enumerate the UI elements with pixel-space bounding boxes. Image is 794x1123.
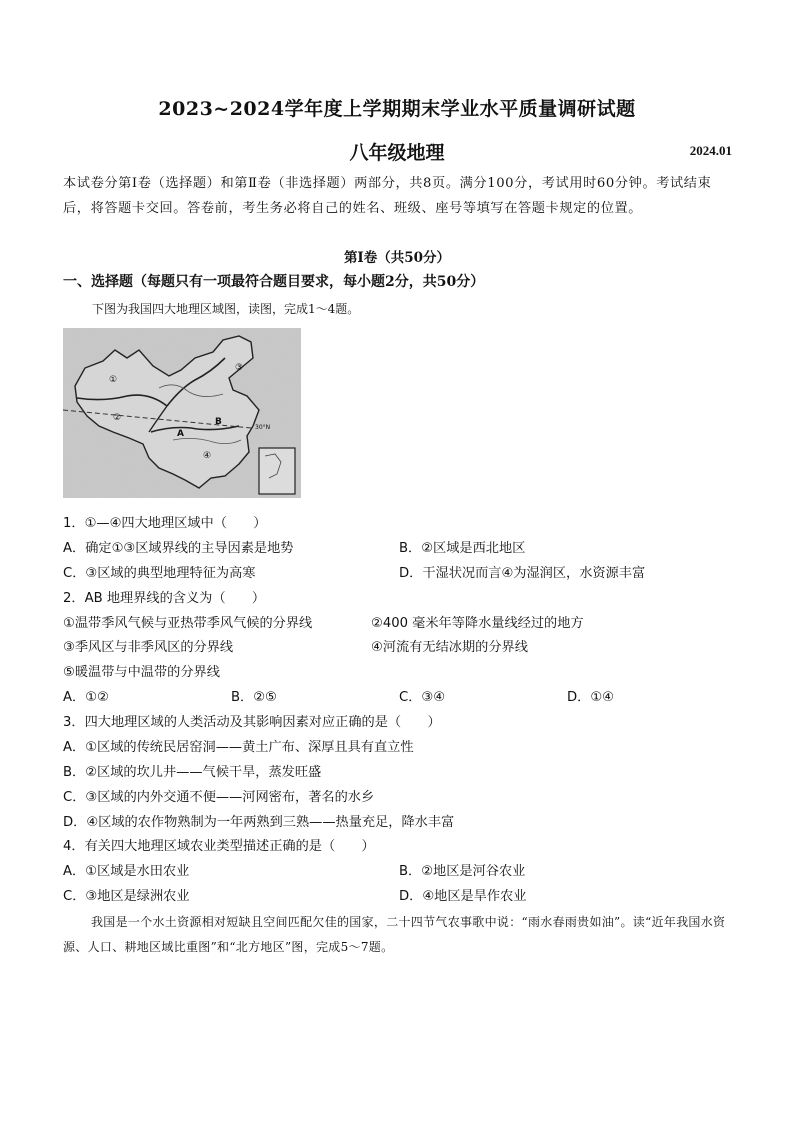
q2-option-b: B．②⑤ [231,690,277,705]
q4-option-d: D．④地区是旱作农业 [399,889,527,904]
q3-option-c: C．③区域的内外交通不便——河网密布，著名的水乡 [63,790,375,805]
exam-date: 2024.01 [689,143,732,158]
reading-passage: 我国是一个水土资源相对短缺且空间匹配欠佳的国家，二十四节气农事歌中说：“雨水春雨贵如油”。读“近年我国水资源、人口、耕地区域比重图”和“北方地区”图，完成5～7题。 [63,915,726,954]
map-intro: 下图为我国四大地理区域图，读图，完成1～4题。 [92,302,360,316]
part1-title: 第Ⅰ卷（共50分） [343,250,451,266]
map-label: ① [109,375,118,385]
q2-statement-5: ⑤暖温带与中温带的分界线 [63,665,220,680]
q2-option-a: A．①② [63,690,109,705]
q1-option-b: B．②区域是西北地区 [399,541,526,556]
q2-statement-4: ④河流有无结冰期的分界线 [371,640,528,655]
section1-title: 一、选择题（每题只有一项最符合题目要求，每小题2分，共50分） [63,274,485,290]
q3-stem: 3．四大地理区域的人类活动及其影响因素对应正确的是（ ） [63,715,441,730]
q3-option-b: B．②区域的坎儿井——气候干旱，蒸发旺盛 [63,765,322,780]
q2-statement-3: ③季风区与非季风区的分界线 [63,640,234,655]
china-regions-map [63,328,301,498]
lat-label: 30°N [255,424,271,431]
map-label: B [215,417,222,427]
q4-option-b: B．②地区是河谷农业 [399,864,526,879]
q2-statement-1: ①温带季风气候与亚热带季风气候的分界线 [63,616,313,631]
exam-instructions: 本试卷分第Ⅰ卷（选择题）和第Ⅱ卷（非选择题）两部分，共8页。满分100分，考试用时60分钟。考试结束后，将答题卡交回。答卷前，考生务必将自己的姓名、班级、座号等填写在答题卡规定的位置。 [63,176,712,216]
q4-option-c: C．③地区是绿洲农业 [63,889,190,904]
q3-option-d: D．④区域的农作物熟制为一年两熟到三熟——热量充足，降水丰富 [63,815,455,830]
map-label: ④ [203,451,212,461]
q2-option-c: C．③④ [399,690,446,705]
q4-stem: 4．有关四大地理区域农业类型描述正确的是（ ） [63,839,375,854]
map-label: ③ [235,363,244,373]
q4-option-a: A．①区域是水田农业 [63,864,190,879]
q2-statement-2: ②400 毫米年等降水量线经过的地方 [371,616,584,631]
map-label: A [177,429,184,439]
q1-option-c: C．③区域的典型地理特征为高寒 [63,566,256,581]
exam-subtitle: 八年级地理 [349,142,445,164]
map-label: ② [113,413,122,423]
south-sea-inset [259,448,295,494]
q3-option-a: A．①区域的传统民居窑洞——黄土广布、深厚且具有直立性 [63,740,414,755]
q1-option-a: A．确定①③区域界线的主导因素是地势 [63,541,294,556]
q2-stem: 2．AB 地理界线的含义为（ ） [63,591,266,606]
q1-stem: 1．①—④四大地理区域中（ ） [63,516,267,531]
exam-title: 2023~2024学年度上学期期末学业水平质量调研试题 [158,98,636,120]
q1-option-d: D．干湿状况而言④为湿润区，水资源丰富 [399,566,646,581]
q2-option-d: D．①④ [567,690,614,705]
